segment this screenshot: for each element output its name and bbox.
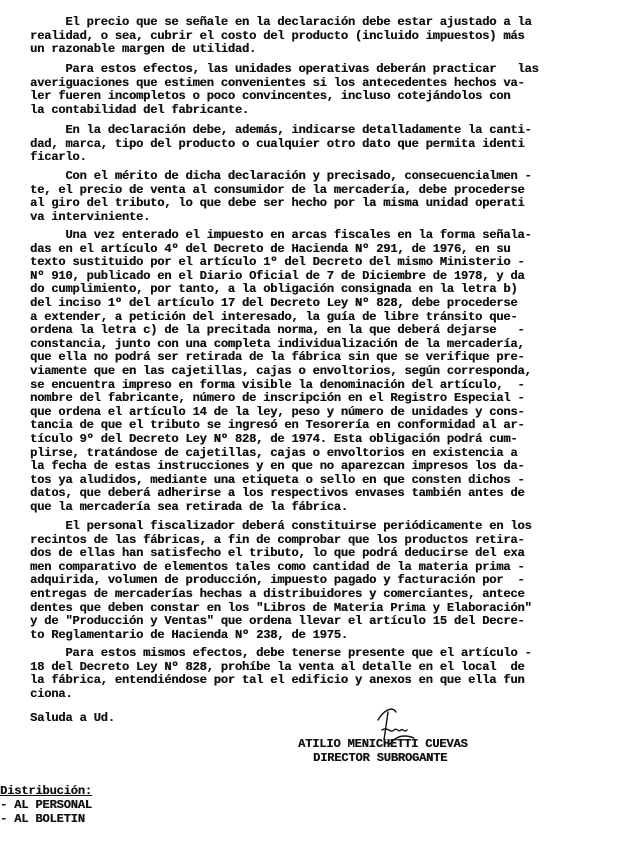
text-line: men comparativo de elementos tales como cantidad de la materia prima - — [30, 559, 525, 574]
text-line: texto sustituido por el artículo 1º del Decreto del mismo Ministerio - — [30, 255, 525, 270]
signatory-name: ATILIO MENICHETTI CUEVAS — [298, 737, 468, 751]
paragraph-product-details — [30, 124, 605, 165]
text-line: tículo 9º del Decreto Ley Nº 828, de 1974. Esta obligación podrá cum- — [30, 431, 518, 446]
text-line: adquirida, volumen de producción, impuesto pagado y facturación por - — [30, 573, 525, 588]
paragraph-inspection-staff — [30, 520, 605, 642]
text-line: y de "Producción y Ventas" que ordena llevar el artículo 15 del Decre- — [30, 614, 525, 629]
text-line: te, el precio de venta al consumidor de la mercadería, debe procederse — [30, 182, 525, 197]
text-line: 18 del Decreto Ley Nº 828, prohíbe la venta al detalle en el local de — [30, 659, 525, 674]
text-line: En la declaración debe, además, indicarse detalladamente la canti- — [30, 123, 532, 137]
paragraph-tax-assessment — [30, 170, 605, 224]
text-line: que ella no podrá ser retirada de la fábrica sin que se verifique pre- — [30, 350, 525, 365]
text-line: datos, que deberá adherirse a los respectivos envases también antes de — [30, 486, 525, 501]
text-line: Con el mérito de dicha declaración y precisado, consecuencialmen - — [30, 169, 532, 183]
text-line: tos ya aludidos, mediante una etiqueta o sello en que consten dichos - — [30, 472, 525, 487]
text-line: a extender, a petición del interesado, la guía de libre tránsito que- — [30, 309, 518, 324]
text-line: Para estos efectos, las unidades operativas deberán practicar las — [30, 62, 539, 76]
text-line: al giro del tributo, lo que debe ser hecho por la misma unidad operati — [30, 196, 525, 211]
text-line: Una vez enterado el impuesto en arcas fiscales en la forma señala- — [30, 228, 532, 242]
text-line: plirse, tratándose de cajetillas, cajas o envoltorios en existencia a — [30, 445, 518, 460]
text-line: entregas de mercaderías hechas a distribuidores y comerciantes, antece — [30, 586, 525, 601]
text-line: Nº 910, publicado en el Diario Oficial de 7 de Diciembre de 1978, y da — [30, 268, 525, 283]
paragraph-retail-prohibition — [30, 647, 605, 701]
text-line: to Reglamentario de Hacienda Nº 238, de 1975. — [30, 627, 348, 642]
text-line: ciona. — [30, 686, 73, 701]
text-line: se encuentra impreso en forma visible la denominación del artículo, - — [30, 377, 525, 392]
text-line: Para estos mismos efectos, debe tenerse presente que el artículo - — [30, 646, 532, 660]
text-line: la contabilidad del fabricante. — [30, 102, 249, 117]
distribution-item: - AL BOLETIN — [0, 812, 85, 826]
text-line: do cumplimiento, por tanto, a la obligación consignada en la letra b) — [30, 282, 518, 297]
text-line: que ordena el artículo 14 de la ley, peso y número de unidades y cons- — [30, 404, 525, 419]
closing-salutation: Saluda a Ud. — [30, 711, 115, 725]
text-line: das en el artículo 4º del Decreto de Hacienda Nº 291, de 1976, en su — [30, 241, 511, 256]
text-line: viamente que en las cajetillas, cajas o envoltorios, según corresponda, — [30, 363, 532, 378]
paragraph-operative-units — [30, 63, 605, 117]
distribution-item: - AL PERSONAL — [0, 798, 92, 812]
text-line: dos de ellas han satisfecho el tributo, lo que podrá deducirse del exa — [30, 546, 525, 561]
text-line: la fecha de estas instrucciones y en que no aparezcan impresos los da- — [30, 459, 525, 474]
text-line: va interviniente. — [30, 209, 151, 224]
text-line: recintos de las fábricas, a fin de comprobar que los productos retira- — [30, 532, 525, 547]
text-line: El personal fiscalizador deberá constituirse periódicamente en los — [30, 519, 532, 533]
text-line: ler fueren incompletos o poco convincentes, incluso cotejándolos con — [30, 89, 511, 104]
paragraph-price-declaration — [30, 16, 605, 57]
text-line: nombre del fabricante, número de inscripción en el Registro Especial - — [30, 391, 525, 406]
text-line: constancia, junto con una completa individualización de la mercadería, — [30, 336, 525, 351]
text-line: un razonable margen de utilidad. — [30, 42, 257, 57]
text-line: ordena la letra c) de la precitada norma, en la que deberá dejarse - — [30, 323, 525, 338]
paragraph-transit-guide — [30, 229, 605, 514]
text-line: dentes que deben constar en los "Libros de Materia Prima y Elaboración" — [30, 600, 532, 615]
text-line: averiguaciones que estimen convenientes si los antecedentes hechos va- — [30, 75, 525, 90]
text-line: del inciso 1º del artículo 17 del Decreto Ley Nº 828, debe procederse — [30, 295, 518, 310]
distribution-heading: Distribución: — [0, 784, 92, 798]
text-line: realidad, o sea, cubrir el costo del producto (incluido impuestos) más — [30, 28, 525, 43]
text-line: dad, marca, tipo del producto o cualquier otro dato que permita identi — [30, 136, 525, 151]
signatory-title: DIRECTOR SUBROGANTE — [313, 751, 448, 765]
text-line: que la mercadería sea retirada de la fábrica. — [30, 499, 348, 514]
text-line: El precio que se señale en la declaración debe estar ajustado a la — [30, 15, 532, 29]
text-line: ficarlo. — [30, 150, 87, 165]
text-line: tancia de que el tributo se ingresó en Tesorería en conformidad al ar- — [30, 418, 525, 433]
text-line: la fábrica, entendiéndose por tal el edificio y anexos en que ella fun — [30, 673, 525, 688]
